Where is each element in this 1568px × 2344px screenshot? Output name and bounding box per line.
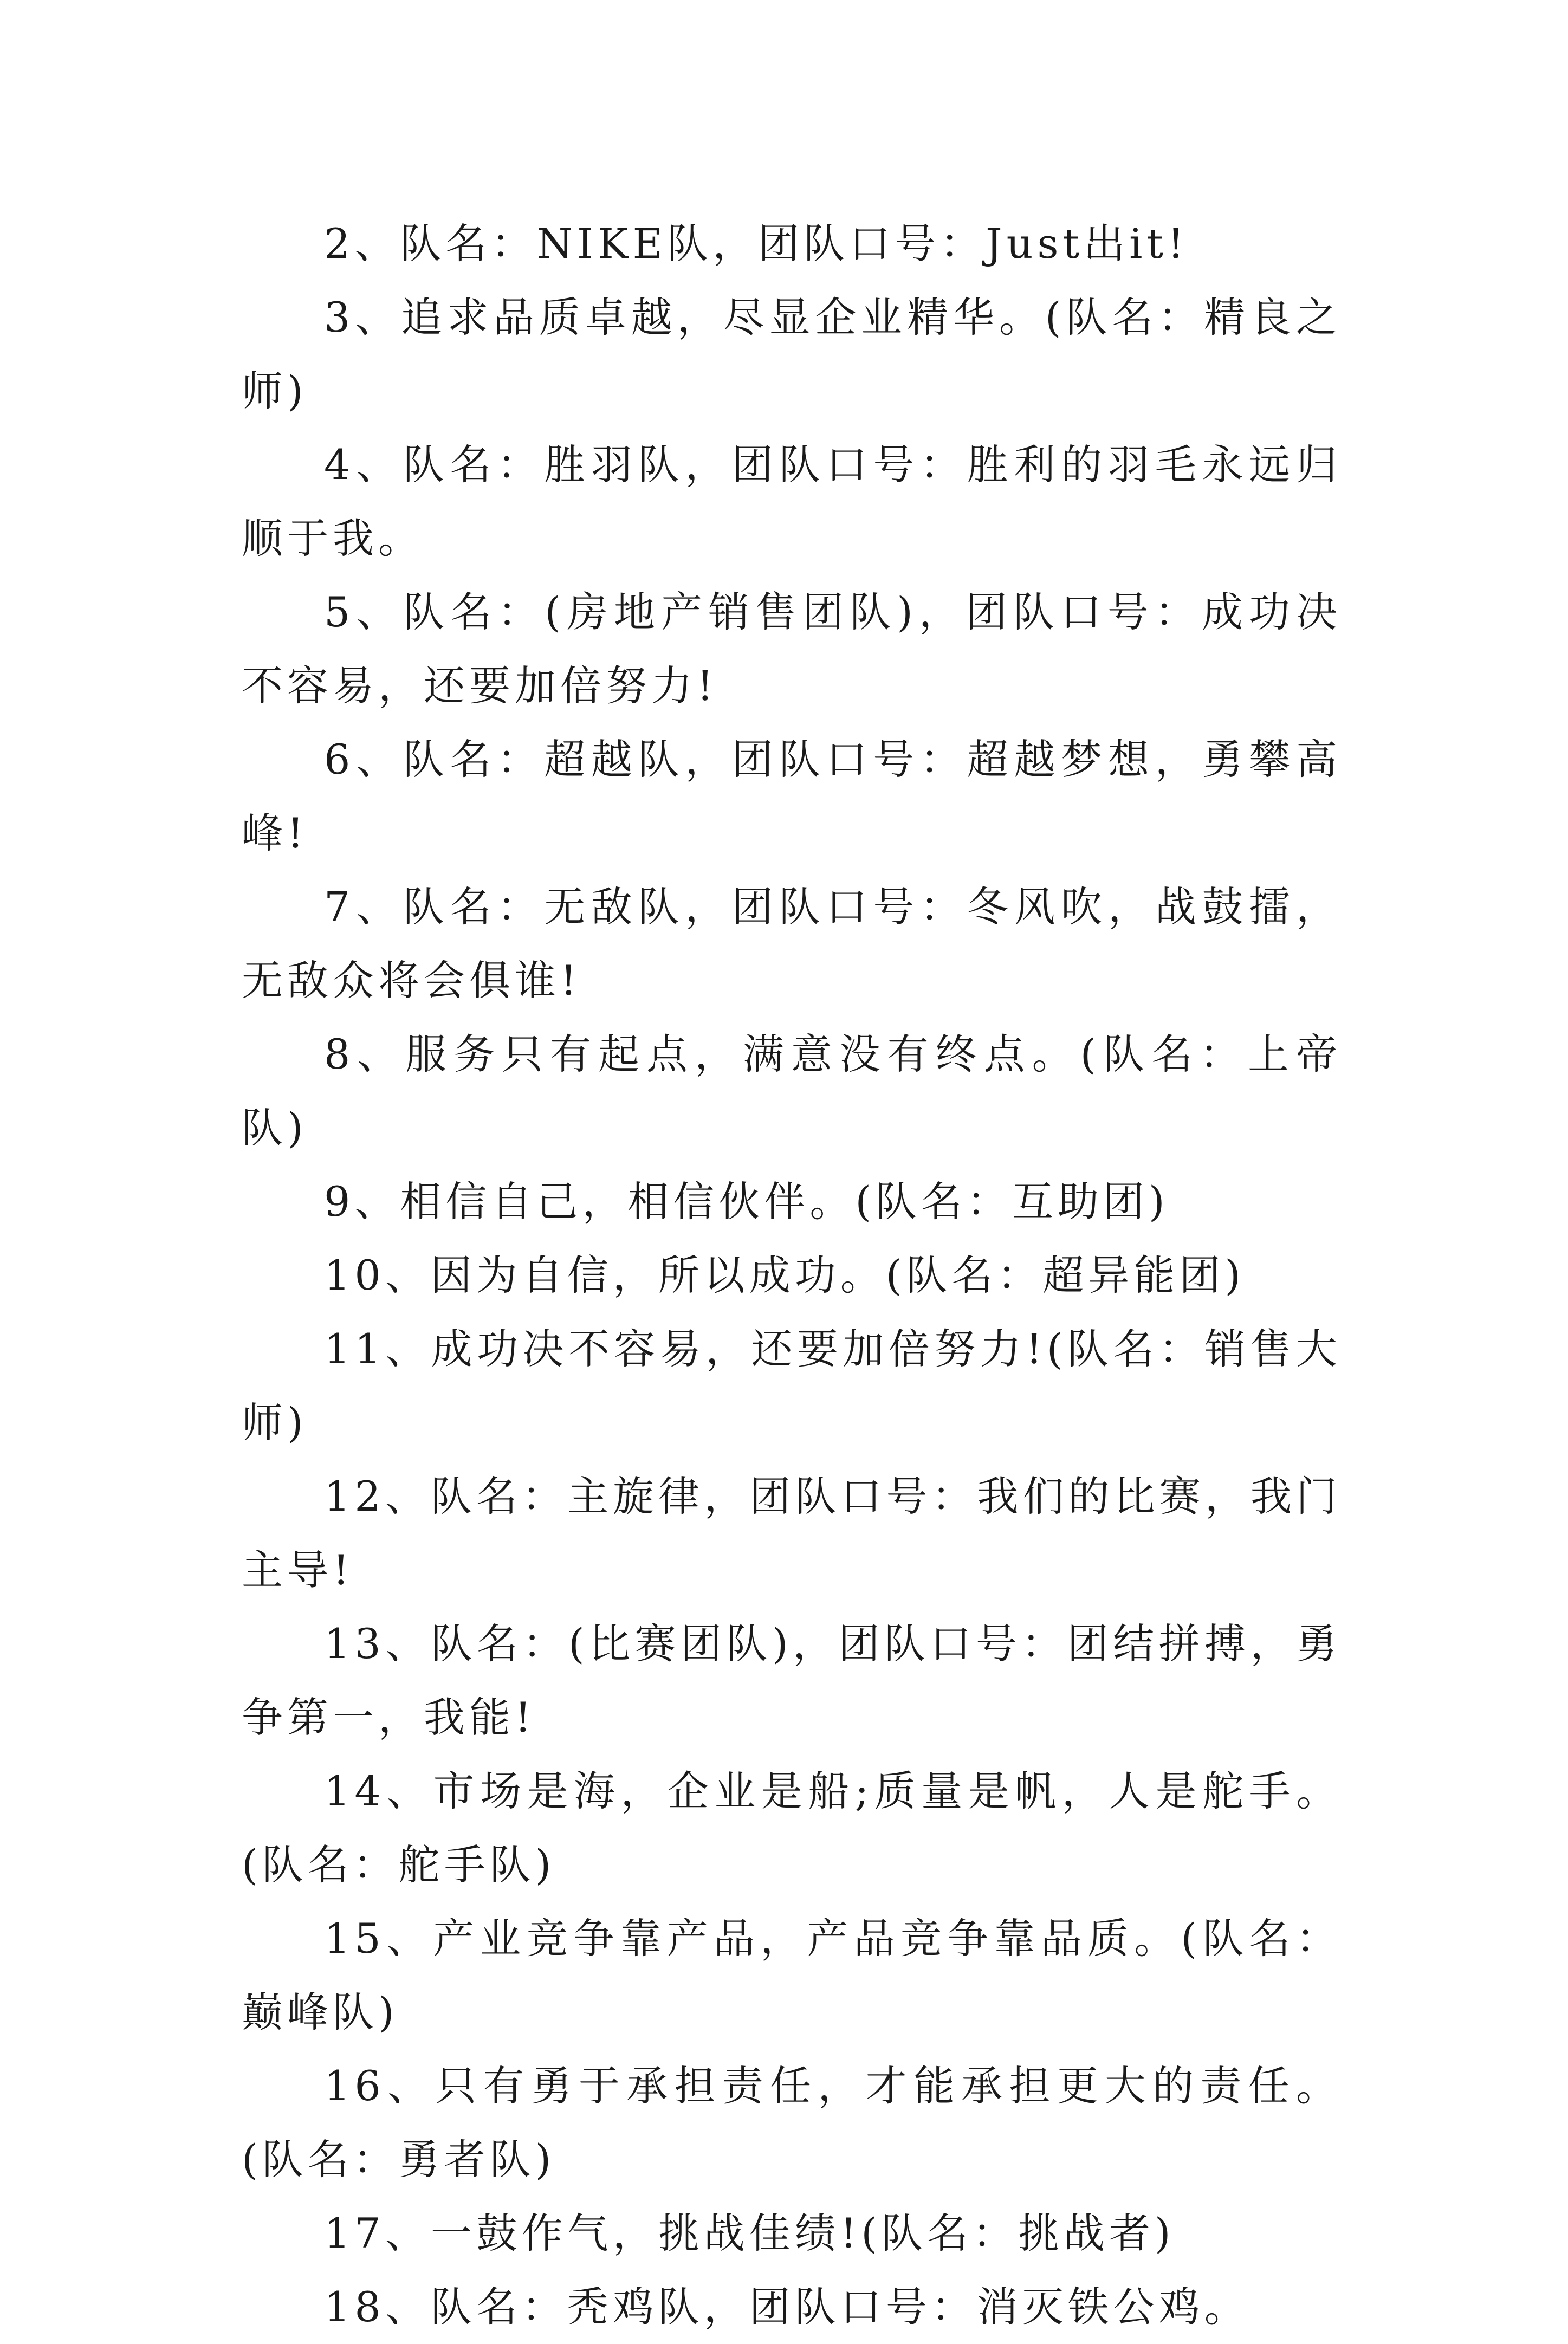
- list-item: 17、一鼓作气，挑战佳绩!(队名：挑战者): [324, 2209, 1175, 2257]
- list-item: 16、只有勇于承担责任，才能承担更大的责任。(队名：勇者队): [242, 2062, 1342, 2184]
- list-item: 3、追求品质卓越，尽显企业精华。(队名：精良之师): [242, 293, 1342, 415]
- list-item: 2、队名：NIKE队，团队口号：Just出it!: [324, 219, 1189, 268]
- list-item: 7、队名：无敌队，团队口号：冬风吹，战鼓擂，无敌众将会俱谁!: [242, 883, 1342, 1005]
- list-item: 11、成功决不容易，还要加倍努力!(队名：销售大师): [242, 1325, 1342, 1447]
- list-item: 6、队名：超越队，团队口号：超越梦想，勇攀高峰!: [242, 735, 1342, 857]
- list-item: 13、队名：(比赛团队)，团队口号：团结拼搏，勇争第一，我能!: [242, 1620, 1342, 1741]
- list-item: 18、队名：秃鸡队，团队口号：消灭铁公鸡。: [324, 2283, 1250, 2331]
- list-item: 4、队名：胜羽队，团队口号：胜利的羽毛永远归顺于我。: [242, 441, 1342, 562]
- list-item: 14、市场是海，企业是船;质量是帆，人是舵手。(队名：舵手队): [242, 1767, 1342, 1889]
- list-item: 12、队名：主旋律，团队口号：我们的比赛，我门主导!: [242, 1472, 1342, 1594]
- list-item: 9、相信自己，相信伙伴。(队名：互助团): [324, 1177, 1169, 1226]
- list-item: 8、服务只有起点，满意没有终点。(队名：上帝队): [242, 1030, 1342, 1152]
- list-item: 5、队名：(房地产销售团队)，团队口号：成功决不容易，还要加倍努力!: [242, 588, 1342, 710]
- list-item: 15、产业竞争靠产品，产品竞争靠品质。(队名：巅峰队): [242, 1914, 1342, 2036]
- list-item: 10、因为自信，所以成功。(队名：超异能团): [324, 1251, 1246, 1299]
- document-body: [242, 207, 1342, 2344]
